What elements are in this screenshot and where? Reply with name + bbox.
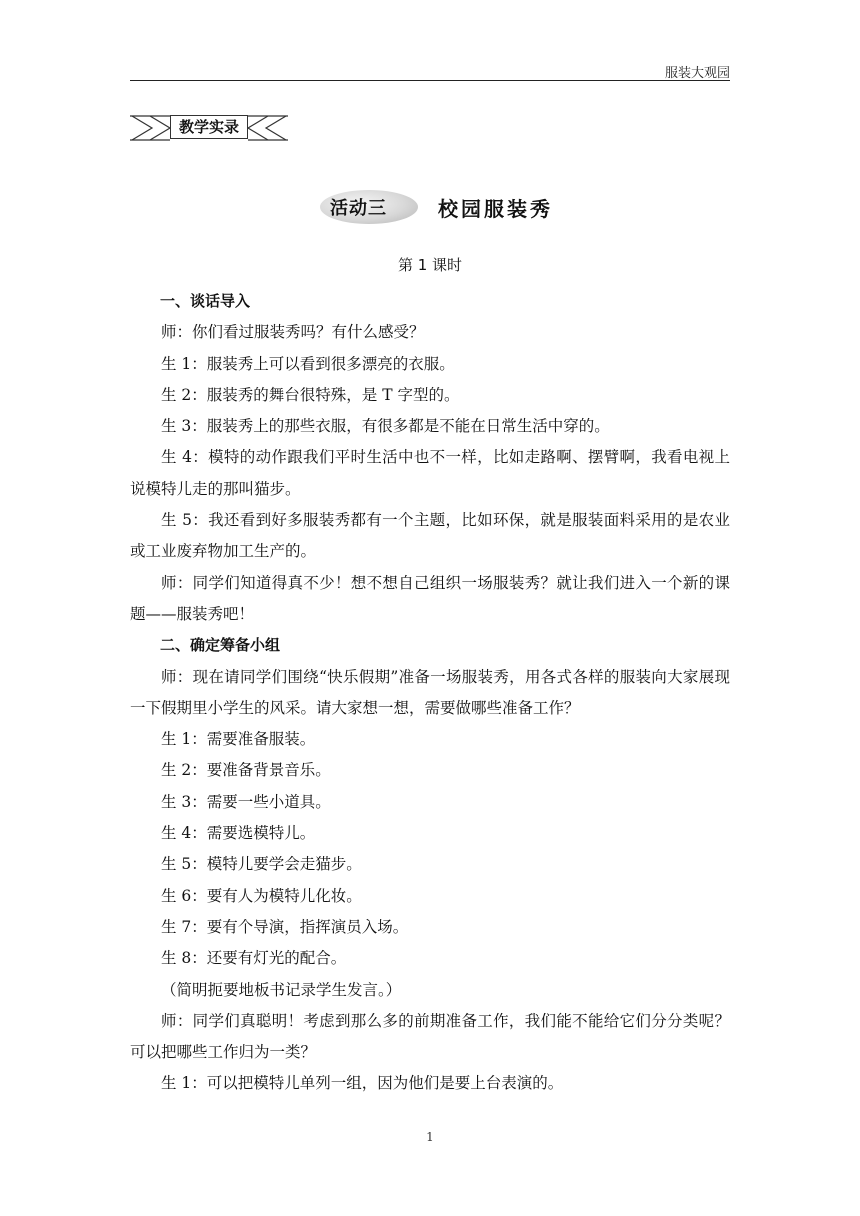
paragraph: 生 1：需要准备服装。 — [161, 730, 316, 749]
paragraph: 生 3：服装秀上的那些衣服，有很多都是不能在日常生活中穿的。 — [161, 417, 610, 436]
paragraph: 生 4：模特的动作跟我们平时生活中也不一样，比如走路啊、摆臂啊，我看电视上说模特儿走的那叫猫步。 — [130, 448, 730, 498]
section-tag — [130, 114, 288, 142]
paragraph: 师：你们看过服装秀吗？有什么感受？ — [161, 323, 425, 342]
activity-name: 校园服装秀 — [438, 197, 553, 221]
activity-number: 活动三 — [330, 198, 387, 219]
paragraph: 生 7：要有个导演，指挥演员入场。 — [161, 917, 409, 936]
paragraph: 生 5：我还看到好多服装秀都有一个主题，比如环保，就是服装面料采用的是农业或工业废弃物加工生产的。 — [130, 511, 730, 561]
header-title: 服装大观园 — [664, 66, 730, 81]
lesson-label: 第 1 课时 — [397, 256, 463, 274]
body-content — [130, 286, 730, 1100]
paragraph: 师：现在请同学们围绕“快乐假期”准备一场服装秀，用各式各样的服装向大家展现一下假期里小学生的风采。请大家想一想，需要做哪些准备工作？ — [130, 667, 730, 717]
paragraph: （简明扼要地板书记录学生发言。） — [161, 980, 402, 999]
paragraph: 生 5：模特儿要学会走猫步。 — [161, 855, 362, 874]
activity-title — [0, 188, 860, 228]
paragraph: 生 1：服装秀上可以看到很多漂亮的衣服。 — [161, 354, 455, 373]
paragraph: 生 1：可以把模特儿单列一组，因为他们是要上台表演的。 — [161, 1074, 564, 1093]
paragraph: 生 3：需要一些小道具。 — [161, 792, 331, 811]
section-tag-label: 教学实录 — [170, 115, 248, 139]
paragraph: 生 2：服装秀的舞台很特殊，是 T 字型的。 — [161, 385, 460, 404]
paragraph: 生 2：要准备背景音乐。 — [161, 761, 331, 780]
section-heading: 一、谈话导入 — [160, 292, 251, 310]
section-heading: 二、确定筹备小组 — [160, 636, 281, 655]
paragraph: 师：同学们知道得真不少！想不想自己组织一场服装秀？就让我们进入一个新的课题——服装秀吧！ — [130, 573, 730, 623]
header-rule — [130, 80, 730, 81]
paragraph: 师：同学们真聪明！考虑到那么多的前期准备工作，我们能不能给它们分分类呢？可以把哪些工作归为一类？ — [130, 1011, 730, 1062]
paragraph: 生 4：需要选模特儿。 — [161, 824, 316, 843]
paragraph: 生 8：还要有灯光的配合。 — [161, 949, 347, 968]
paragraph: 生 6：要有人为模特儿化妆。 — [161, 886, 362, 905]
page-number: 1 — [426, 1130, 434, 1144]
